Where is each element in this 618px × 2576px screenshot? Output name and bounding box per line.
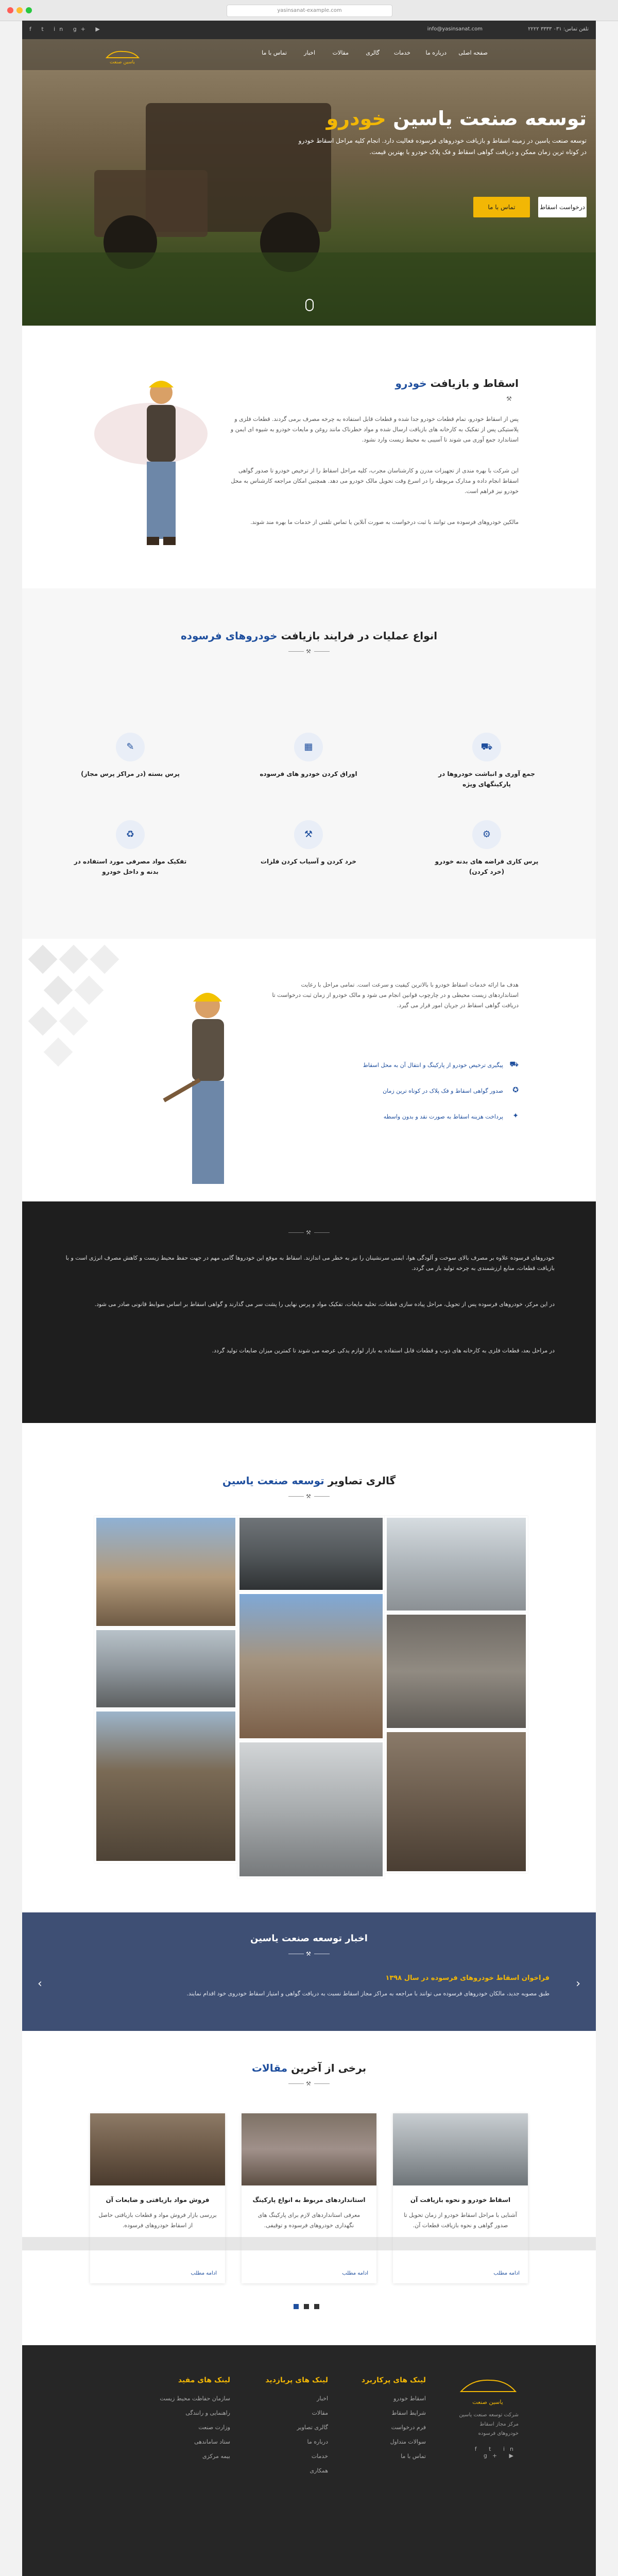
tow-truck-icon: ⛟: [509, 1060, 519, 1069]
article-image[interactable]: [393, 2113, 528, 2185]
gallery-image[interactable]: [237, 1740, 385, 1878]
dark-paragraph-1: خودروهای فرسوده علاوه بر مصرف بالای سوخت و آلودگی هوا، ایمنی سرنشینان را نیز به خطر می اندازند. اسقاط به موقع این خودروها گامی مهم در جهت حفظ محیط زیست و کاهش مصرف انرژی است و با بازیافت قطعات، منابع ارزشمندی به چرخه تولید باز می گردد.: [65, 1255, 555, 1272]
dark-divider: [288, 1229, 330, 1236]
footer-column-1: [344, 2376, 426, 2464]
hero-contact-button[interactable]: تماس با ما: [473, 197, 530, 217]
article-card[interactable]: [393, 2113, 528, 2283]
news-prev-arrow-icon[interactable]: ‹: [38, 1977, 42, 1990]
service-item: [252, 820, 365, 867]
hero-text: توسعه صنعت یاسین در زمینه اسقاط و بازیافت خودروهای فرسوده فعالیت دارد. انجام کلیه مراحل اسقاط خودرو در کوتاه ترین زمان ممکن و دریافت گواهی اسقاط و فک پلاک خودرو با بهترین قیمت.: [298, 137, 587, 156]
nav-item-about[interactable]: درباره ما: [425, 49, 447, 56]
pagination-dot[interactable]: [304, 2304, 309, 2309]
footer-col-title: لینک های پربازدید: [265, 2376, 328, 2384]
wrench-icon: ✎: [116, 733, 145, 761]
footer-column-2: [246, 2376, 328, 2478]
article-card[interactable]: [90, 2113, 225, 2283]
service-title: خرد کردن و آسیاب کردن فلزات: [260, 858, 357, 865]
news-divider: [288, 1951, 330, 1958]
services-title: [22, 630, 596, 642]
article-read-more[interactable]: ادامه مطلب: [191, 2270, 217, 2276]
footer-link[interactable]: همکاری: [310, 2467, 328, 2474]
feature-text: پیگیری ترخیص خودرو از پارکینگ و انتقال آن به محل اسقاط: [363, 1062, 503, 1069]
minimize-window-icon[interactable]: [16, 7, 23, 13]
article-read-more[interactable]: ادامه مطلب: [493, 2270, 520, 2276]
articles-title-accent: مقالات: [251, 2062, 288, 2074]
tools-divider-icon: ⚒: [306, 1493, 311, 1500]
about-title: [395, 377, 519, 389]
footer-about: شرکت توسعه صنعت یاسین مرکز مجاز اسقاط خودروهای فرسوده: [459, 2412, 519, 2436]
service-title: جمع آوری و انباشت خودروها در پارکینگهای ویژه: [438, 770, 535, 788]
feature-text: صدور گواهی اسقاط و فک پلاک در کوتاه ترین زمان: [383, 1088, 503, 1094]
hammer-icon: ⚒: [294, 820, 323, 849]
tools-divider-icon: ⚒: [306, 648, 311, 655]
news-text: طبق مصوبه جدید، مالکان خودروهای فرسوده می توانند با مراجعه به مراکز مجاز اسقاط نسبت به دریافت گواهی و امتیاز اسقاط خودروی خود اقدام نمایند.: [186, 1990, 550, 1997]
gallery-image[interactable]: [385, 1516, 528, 1613]
nav-item-articles[interactable]: مقالات: [332, 49, 349, 56]
recycle-icon: ♻: [116, 820, 145, 849]
news-section: [22, 1912, 596, 2031]
footer-link[interactable]: اسقاط خودرو: [393, 2395, 426, 2402]
footer: [22, 2345, 596, 2576]
about-paragraph-1: پس از اسقاط خودرو، تمام قطعات خودرو جدا شده و قطعات قابل استفاده به چرخه مصرف برمی گردند. قطعات فلزی و پلاستیکی پس از تفکیک به کارخانه های بازیافت ارسال شده و مواد خطرناک مانند روغن و مایعات خودرو به شیوه ای ایمن و استاندارد جمع آوری می شوند تا آسیبی به محیط زیست وارد نشود.: [230, 416, 519, 443]
nav-item-contact[interactable]: تماس با ما: [262, 49, 287, 56]
gallery-title-main: گالری تصاویر: [328, 1475, 396, 1487]
gallery-image[interactable]: [385, 1613, 528, 1730]
article-read-more[interactable]: ادامه مطلب: [342, 2270, 368, 2276]
footer-link[interactable]: تماس با ما: [401, 2453, 426, 2460]
footer-social-icons[interactable]: f t in g+ ▶: [474, 2446, 519, 2459]
hero-title-main: توسعه صنعت یاسین: [393, 107, 587, 130]
gallery-section: [22, 1423, 596, 1912]
topbar-email[interactable]: info@yasinsanat.com: [427, 26, 483, 32]
footer-link[interactable]: وزارت صنعت: [198, 2424, 230, 2431]
settings-icon: ⚙: [472, 820, 501, 849]
feature-item: [271, 1086, 519, 1096]
features-section: [22, 939, 596, 1201]
tools-divider-icon: ⚒: [506, 395, 512, 402]
features-intro: هدف ما ارائه خدمات اسقاط خودرو با بالاترین کیفیت و سرعت است. تمامی مراحل با رعایت استانداردهای زیست محیطی و در چارچوب قوانین انجام می شود و مالک خودرو از زمان ثبت درخواست تا دریافت گواهی اسقاط در جریان امور قرار می گیرد.: [272, 981, 519, 1009]
footer-column-3: [138, 2376, 230, 2464]
nav-item-services[interactable]: خدمات: [393, 49, 410, 56]
topbar-phone: تلفن تماس: ۰۳۱ ۳۳۳۳ ۲۲۲۲: [528, 26, 589, 32]
car-icon: ⛟: [472, 733, 501, 761]
about-paragraph-2: این شرکت با بهره مندی از تجهیزات مدرن و کارشناسان مجرب، کلیه مراحل اسقاط را از ترخیص خودرو تا صدور گواهی اسقاط انجام داده و مدارک مربوطه را در اسرع وقت تحویل مالک خودرو می دهد. همچنین امکان مراجعه کارشناس به محل خودرو نیز فراهم است.: [231, 467, 519, 495]
articles-overlay-strip: [22, 2237, 596, 2250]
footer-col-title: لینک های پرکاربرد: [361, 2376, 426, 2384]
news-next-arrow-icon[interactable]: ›: [576, 1977, 580, 1990]
services-section: [22, 588, 596, 939]
feature-text: پرداخت هزینه اسقاط به صورت نقد و بدون واسطه: [383, 1113, 503, 1120]
article-excerpt: معرفی استانداردهای لازم برای پارکینگ های نگهداری خودروهای فرسوده و توقیفی.: [258, 2212, 360, 2229]
tools-divider-icon: ⚒: [306, 2080, 311, 2087]
footer-link[interactable]: خدمات: [311, 2453, 328, 2460]
about-title-main: اسقاط و بازیافت: [430, 377, 519, 389]
footer-logo-car-icon: [457, 2376, 519, 2397]
footer-link[interactable]: سوالات متداول: [390, 2438, 426, 2445]
certificate-icon: ✪: [512, 1086, 519, 1094]
footer-link[interactable]: گالری تصاویر: [297, 2424, 328, 2431]
about-title-accent: خودرو: [395, 377, 427, 389]
social-icons[interactable]: f t in g+ ▶: [29, 26, 104, 32]
footer-link[interactable]: سازمان حفاظت محیط زیست: [160, 2395, 230, 2402]
worker-image: [89, 367, 218, 563]
article-excerpt: آشنایی با مراحل اسقاط خودرو از زمان تحویل تا صدور گواهی و نحوه بازیافت قطعات آن.: [404, 2212, 517, 2229]
footer-link[interactable]: بیمه مرکزی: [202, 2453, 230, 2460]
browser-toolbar: [0, 0, 618, 21]
feature-item: [271, 1060, 519, 1071]
scroll-down-icon[interactable]: [305, 299, 314, 311]
articles-divider: [288, 2080, 330, 2088]
hero-title-accent: خودرو: [326, 107, 386, 130]
footer-col-title: لینک های مفید: [178, 2376, 230, 2384]
service-title: تفکیک مواد مصرفی مورد استفاده در بدنه و داخل خودرو: [74, 858, 187, 875]
footer-link[interactable]: اخبار: [317, 2395, 328, 2402]
gallery-image[interactable]: [385, 1730, 528, 1873]
article-title[interactable]: فروش مواد بازیافتی و ضایعات آن: [106, 2196, 210, 2204]
footer-link[interactable]: فرم درخواست: [391, 2424, 426, 2431]
footer-link[interactable]: مقالات: [312, 2410, 328, 2416]
gallery-divider: [288, 1493, 330, 1500]
news-title: اخبار توسعه صنعت یاسین: [250, 1933, 368, 1944]
maximize-window-icon[interactable]: [26, 7, 32, 13]
footer-link[interactable]: شرایط اسقاط: [391, 2410, 426, 2416]
money-icon: ✦: [512, 1112, 519, 1120]
dark-paragraph-2: در این مرکز، خودروهای فرسوده پس از تحویل، مراحل پیاده سازی قطعات، تخلیه مایعات، تفکیک مواد و پرس نهایی را پشت سر می گذارند و گواهی اسقاط بر اساس ضوابط قانونی صادر می شود.: [94, 1301, 555, 1308]
truck-icon: ▦: [294, 733, 323, 761]
gallery-image[interactable]: [94, 1516, 237, 1628]
close-window-icon[interactable]: [7, 7, 13, 13]
articles-title-main: برخی از آخرین: [291, 2062, 367, 2074]
web-page: [22, 21, 596, 2576]
address-bar[interactable]: yasinsanat-example.com: [227, 5, 392, 17]
service-item: [430, 733, 543, 789]
articles-title: [22, 2062, 596, 2074]
article-title[interactable]: اسقاط خودرو و نحوه بازیافت آن: [410, 2196, 511, 2204]
news-headline[interactable]: فراخوان اسقاط خودروهای فرسوده در سال ۱۳۹۸: [385, 1974, 550, 1982]
tools-divider-icon: ⚒: [306, 1229, 311, 1236]
hero-title: [327, 107, 587, 130]
footer-logo-text: یاسین صنعت: [472, 2399, 503, 2405]
service-item: [252, 733, 365, 779]
services-title-accent: خودروهای فرسوده: [180, 630, 278, 642]
top-bar: [22, 21, 596, 39]
services-title-main: انواع عملیات در فرایند بازیافت: [281, 630, 438, 642]
service-item: [74, 733, 187, 779]
footer-link[interactable]: ستاد ساماندهی: [194, 2438, 230, 2445]
dark-paragraph-3: در مراحل بعد، قطعات فلزی به کارخانه های ذوب و قطعات قابل استفاده به بازار لوازم یدکی عرضه می شوند تا کمترین میزان ضایعات تولید گردد.: [212, 1347, 555, 1354]
gallery-title: [22, 1475, 596, 1487]
gallery-image[interactable]: [237, 1592, 385, 1740]
tools-divider-icon: ⚒: [306, 1951, 311, 1957]
about-paragraph-3: مالکین خودروهای فرسوده می توانند با ثبت درخواست به صورت آنلاین یا تماس تلفنی از خدمات ما بهره مند شوند.: [250, 519, 519, 526]
article-image[interactable]: [242, 2113, 376, 2185]
about-section: [22, 326, 596, 588]
article-image[interactable]: [90, 2113, 225, 2185]
hero-section: [22, 21, 596, 326]
pagination-dot[interactable]: [314, 2304, 319, 2309]
gallery-title-accent: توسعه صنعت یاسین: [222, 1475, 324, 1487]
footer-link[interactable]: درباره ما: [307, 2438, 328, 2445]
nav-item-gallery[interactable]: گالری: [366, 49, 380, 56]
footer-brand: [457, 2376, 519, 2459]
service-title: پرس کاری قراضه های بدنه خودرو (خرد کردن): [435, 858, 539, 875]
hero-request-button[interactable]: درخواست اسقاط: [538, 197, 587, 217]
article-card[interactable]: [242, 2113, 376, 2283]
nav-item-news[interactable]: اخبار: [304, 49, 315, 56]
service-title: اوراق کردن خودرو های فرسوده: [260, 770, 357, 777]
articles-section: [22, 2031, 596, 2345]
gallery-image[interactable]: [94, 1628, 237, 1709]
articles-pagination: [294, 2304, 324, 2309]
dark-info-section: [22, 1201, 596, 1423]
main-navigation: [22, 39, 596, 70]
article-excerpt: بررسی بازار فروش مواد و قطعات بازیافتی حاصل از اسقاط خودروهای فرسوده.: [98, 2212, 217, 2229]
gallery-image[interactable]: [237, 1516, 385, 1592]
pagination-dot[interactable]: [294, 2304, 299, 2309]
nav-item-home[interactable]: صفحه اصلی: [458, 49, 488, 56]
services-divider: [288, 648, 330, 655]
service-title: پرس بسته (در مراکز پرس مجاز): [81, 770, 180, 777]
footer-link[interactable]: راهنمایی و رانندگی: [185, 2410, 230, 2416]
logo-text: یاسین صنعت: [110, 60, 135, 65]
service-item: [74, 820, 187, 877]
service-item: [430, 820, 543, 877]
article-title[interactable]: استانداردهای مربوط به انواع پارکینگ: [252, 2196, 366, 2204]
feature-item: [271, 1112, 519, 1122]
gallery-image[interactable]: [94, 1709, 237, 1863]
worker-hammer-image: [151, 975, 264, 1196]
